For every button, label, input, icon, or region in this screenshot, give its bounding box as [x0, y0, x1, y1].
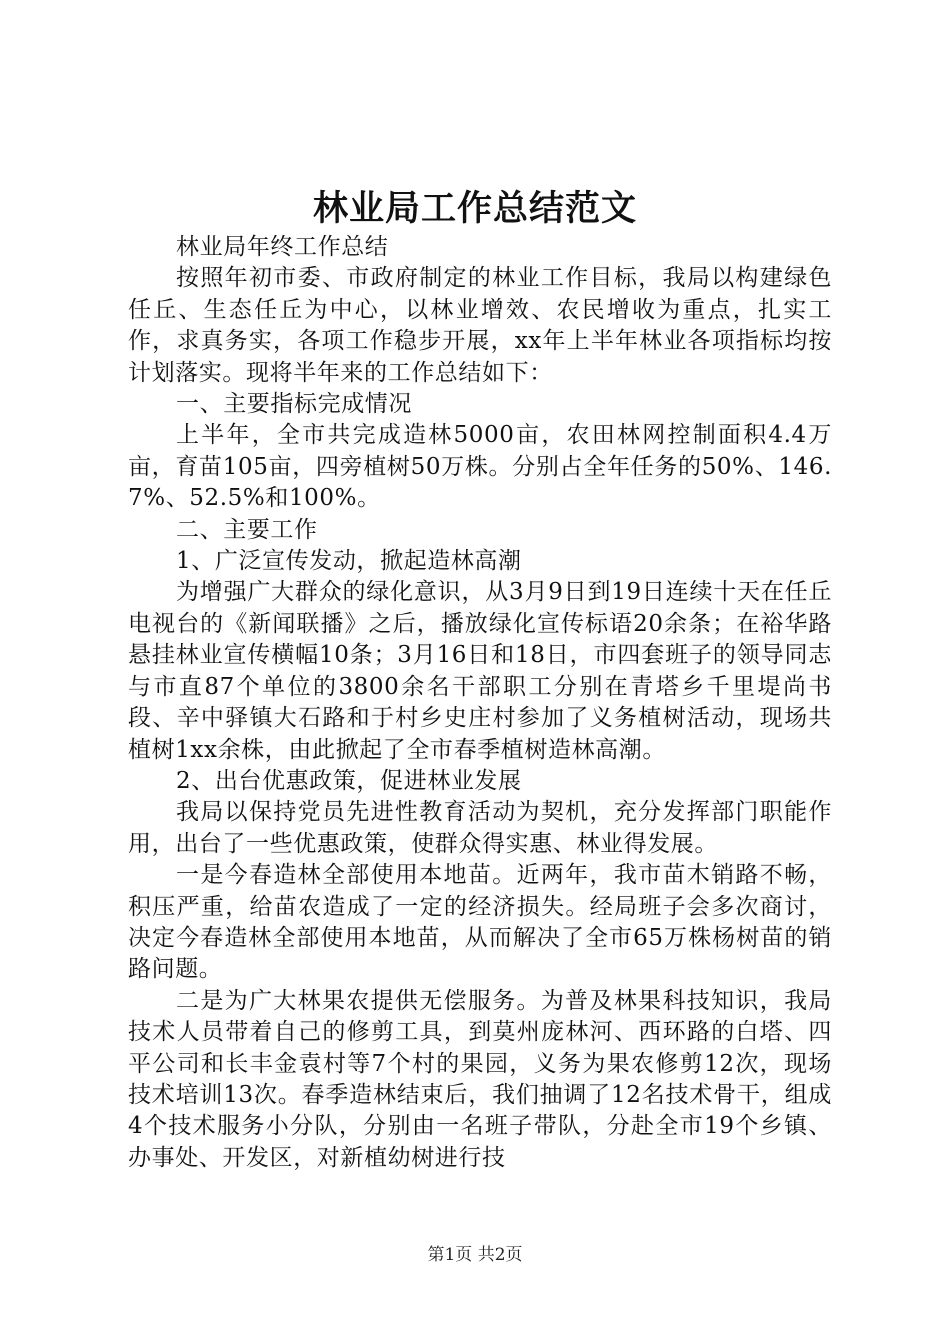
document-body	[128, 232, 832, 1174]
page-number-footer: 第1页 共2页	[427, 1245, 523, 1265]
paragraph-free-service: 二是为广大林果农提供无偿服务。为普及林果科技知识，我局技术人员带着自己的修剪工具，到莫州庞林河、西环路的白塔、四平公司和长丰金袁村等7个村的果园，义务为果农修剪12次，现场技术培训13次。春季造林结束后，我们抽调了12名技术骨干，组成4个技术服务小分队，分别由一名班子带队，分赴全市19个乡镇、办事处、开发区，对新植幼树进行技	[128, 987, 832, 1171]
section-heading-main-work: 二、主要工作	[176, 516, 318, 543]
subsection-heading-publicity: 1、广泛宣传发动，掀起造林高潮	[176, 548, 522, 575]
paragraph-intro: 按照年初市委、市政府制定的林业工作目标，我局以构建绿色任丘、生态任丘为中心，以林业增效、农民增收为重点，扎实工作，求真务实，各项工作稳步开展，xx年上半年林业各项指标均按计划落实。现将半年来的工作总结如下：	[128, 265, 832, 386]
section-heading-indicators: 一、主要指标完成情况	[176, 391, 412, 418]
subsection-heading-policy: 2、出台优惠政策，促进林业发展	[176, 767, 522, 794]
paragraph-publicity: 为增强广大群众的绿化意识，从3月9日到19日连续十天在任丘电视台的《新闻联播》之后，播放绿化宣传标语20余条；在裕华路悬挂林业宣传横幅10条；3月16日和18日，市四套班子的领导同志与市直87个单位的3800余名干部职工分别在青塔乡千里堤尚书段、辛中驿镇大石路和于村乡史庄村参加了义务植树活动，现场共植树1xx余株，由此掀起了全市春季植树造林高潮。	[128, 579, 832, 763]
paragraph-indicators: 上半年，全市共完成造林5000亩，农田林网控制面积4.4万亩，育苗105亩，四旁植树50万株。分别占全年任务的50%、146.7%、52.5%和100%。	[128, 422, 832, 512]
document-title: 林业局工作总结范文	[312, 189, 637, 229]
paragraph-policy: 我局以保持党员先进性教育活动为契机，充分发挥部门职能作用，出台了一些优惠政策，使群众得实惠、林业得发展。	[128, 799, 832, 857]
paragraph-subtitle: 林业局年终工作总结	[176, 234, 389, 260]
paragraph-local-seedlings: 一是今春造林全部使用本地苗。近两年，我市苗木销路不畅，积压严重，给苗农造成了一定的经济损失。经局班子会多次商讨，决定今春造林全部使用本地苗，从而解决了全市65万株杨树苗的销路问题。	[128, 862, 832, 983]
